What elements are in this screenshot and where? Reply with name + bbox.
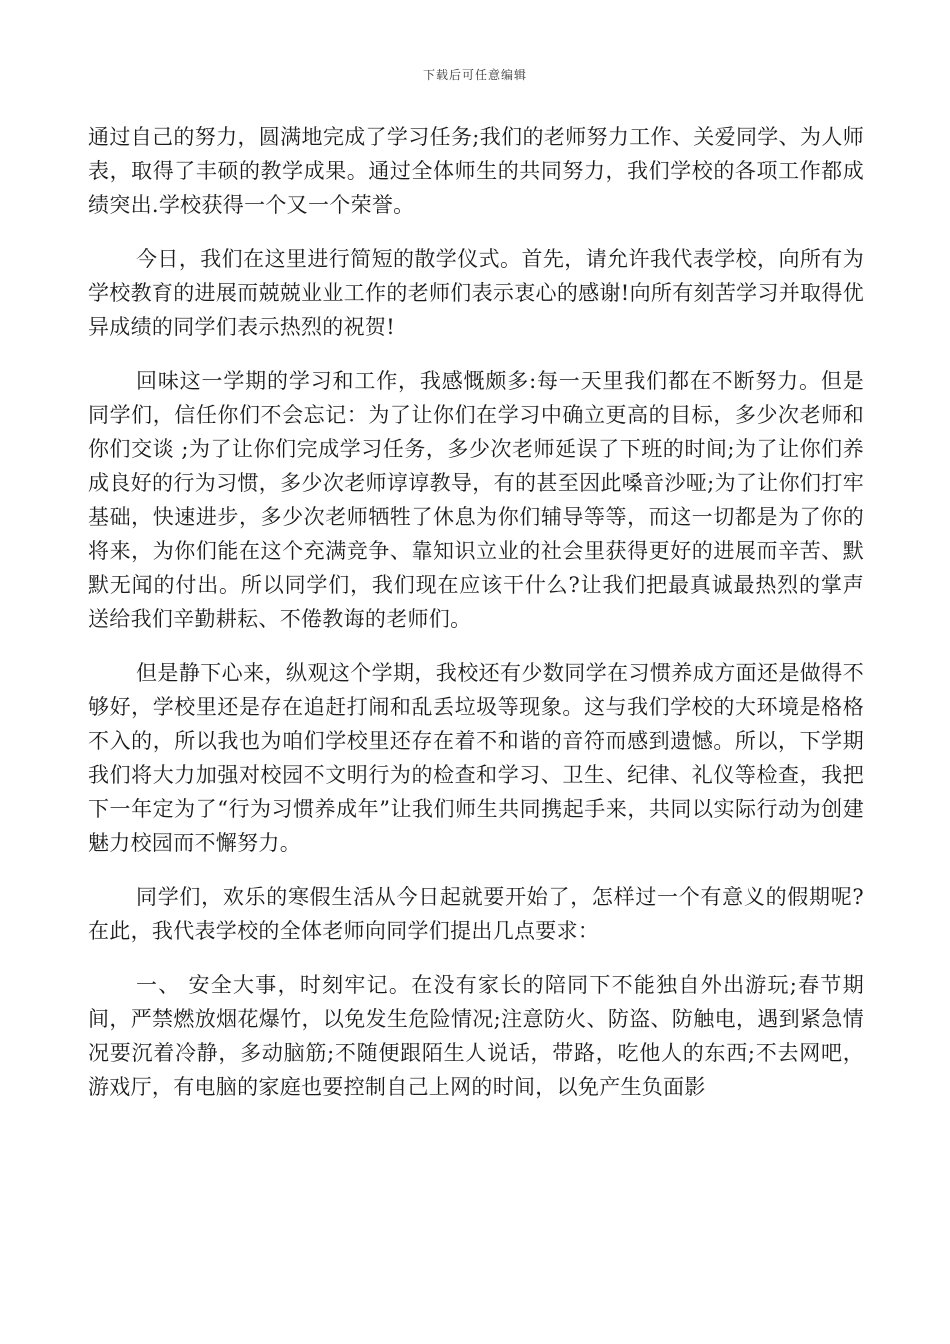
paragraph-3: 回味这一学期的学习和工作，我感慨颇多:每一天里我们都在不断努力。但是同学们，信任你们不会忘记：为了让你们在学习中确立更高的目标，多少次老师和你们交谈 ;为了让你们完成学习任务，多少次老师延误了下班的时间;为了让你们养成良好的行为习惯，多少次老师谆谆教导，有的甚至因此嗓音沙哑;为了让你们打牢基础，快速进步，多少次老师牺牲了休息为你们辅导等等，而这一切都是为了你的将来，为你们能在这个充满竞争、靠知识立业的社会里获得更好的进展而辛苦、默默无闻的付出。所以同学们，我们现在应该干什么?让我们把最真诚最热烈的掌声送给我们辛勤耕耘、不倦教诲的老师们。 <box>88 369 864 631</box>
paragraph-5: 同学们，欢乐的寒假生活从今日起就要开始了，怎样过一个有意义的假期呢?在此，我代表学校的全体老师向同学们提出几点要求： <box>88 885 864 943</box>
paragraph-2: 今日，我们在这里进行简短的散学仪式。首先，请允许我代表学校，向所有为学校教育的进展而兢兢业业工作的老师们表示衷心的感谢!向所有刻苦学习并取得优异成绩的同学们表示热烈的祝贺! <box>88 247 864 339</box>
page-header: 下载后可任意编辑 <box>422 68 527 82</box>
paragraph-1: 通过自己的努力，圆满地完成了学习任务;我们的老师努力工作、关爱同学、为人师表，取得了丰硕的教学成果。通过全体师生的共同努力，我们学校的各项工作都成绩突出.学校获得一个又一个荣誉。 <box>88 125 864 217</box>
document-body <box>88 120 864 1124</box>
paragraph-4: 但是静下心来，纵观这个学期，我校还有少数同学在习惯养成方面还是做得不够好，学校里还是存在追赶打闹和乱丢垃圾等现象。这与我们学校的大环境是格格不入的，所以我也为咱们学校里还存在着不和谐的音符而感到遗憾。所以，下学期我们将大力加强对校园不文明行为的检查和学习、卫生、纪律、礼仪等检查，我把下一年定为了“行为习惯养成年”让我们师生共同携起手来，共同以实际行动为创建魅力校园而不懈努力。 <box>88 661 864 855</box>
paragraph-6: 一、 安全大事，时刻牢记。在没有家长的陪同下不能独自外出游玩;春节期间，严禁燃放烟花爆竹，以免发生危险情况;注意防火、防盗、防触电，遇到紧急情况要沉着冷静，多动脑筋;不随便跟陌生人说话，带路，吃他人的东西;不去网吧，游戏厅，有电脑的家庭也要控制自己上网的时间，以免产生负面影 <box>88 973 864 1099</box>
